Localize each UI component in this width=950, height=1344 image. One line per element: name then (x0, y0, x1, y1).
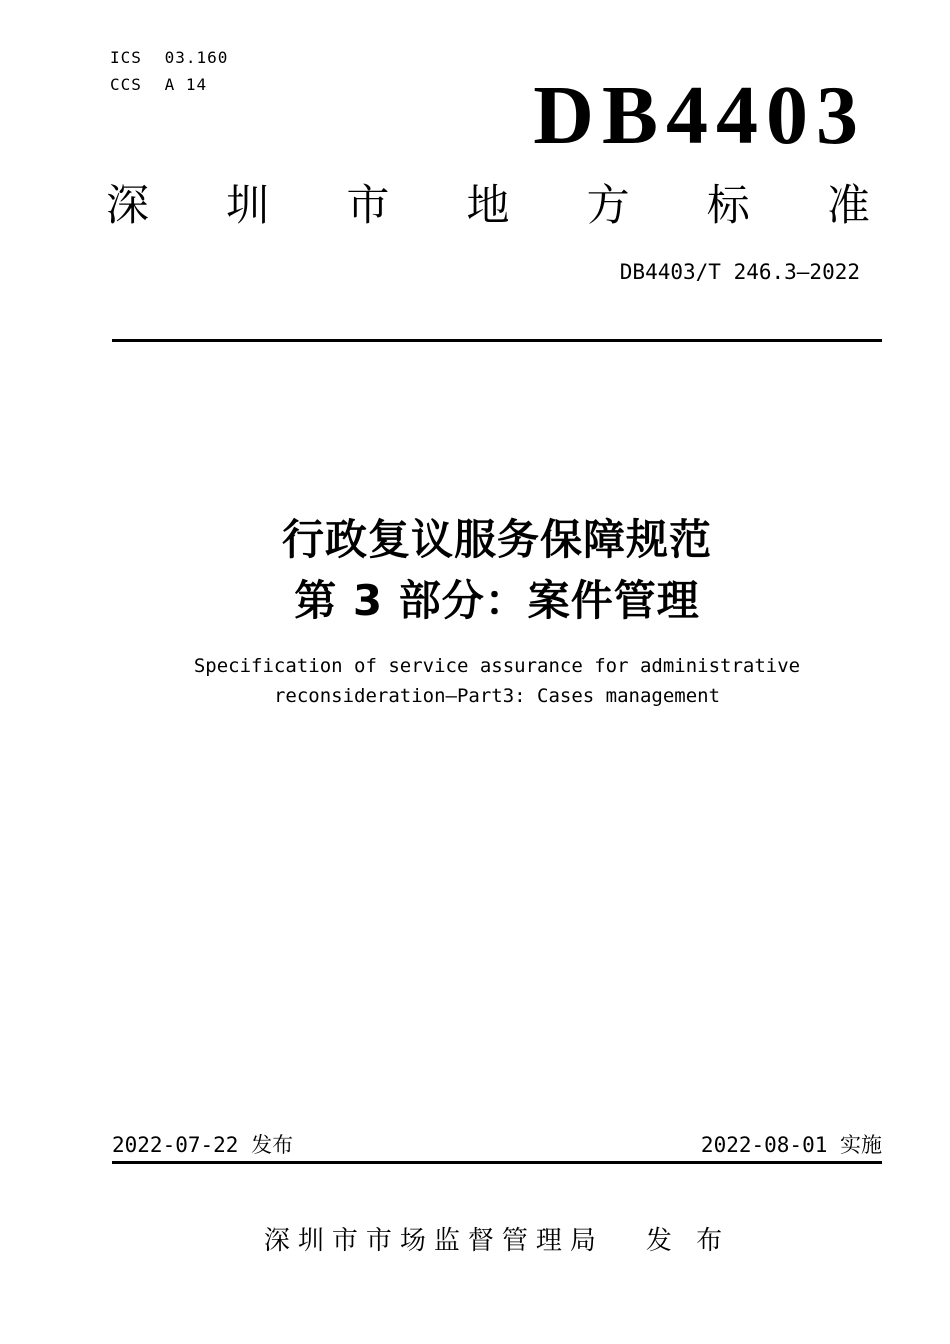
standard-type-char: 准 (826, 181, 870, 231)
issue-date: 2022-07-22 发布 (112, 1133, 294, 1157)
document-title-english (112, 651, 882, 711)
document-title (112, 509, 882, 631)
standard-type-char: 市 (346, 181, 390, 231)
standard-type-char: 方 (586, 181, 630, 231)
ics-value: 03.160 (164, 48, 229, 67)
footer-divider-line (112, 1161, 882, 1164)
title-en-line2: reconsideration—Part3: Cases management (273, 685, 721, 707)
publisher-row (112, 1224, 882, 1258)
db4403-logo: DB4403 (533, 69, 866, 162)
title-cn-line1: 行政复议服务保障规范 (281, 515, 712, 564)
classification-block (110, 44, 228, 98)
title-en-line1: Specification of service assurance for administrative (193, 655, 801, 677)
standard-type-char: 标 (706, 181, 750, 231)
ccs-line (110, 71, 228, 98)
standard-type-title (106, 183, 870, 230)
publish-label: 发 布 (645, 1226, 731, 1256)
dates-row (112, 1131, 882, 1159)
standard-type-char: 地 (466, 181, 510, 231)
ics-line (110, 44, 228, 71)
ccs-value: A 14 (164, 75, 208, 94)
publisher-name: 深圳市市场监督管理局 (263, 1226, 604, 1256)
ics-label: ICS (110, 48, 142, 67)
ccs-label: CCS (110, 75, 142, 94)
standard-type-char: 深 (106, 181, 149, 231)
title-cn-line2: 第 3 部分：案件管理 (294, 576, 700, 625)
implement-date: 2022-08-01 实施 (700, 1133, 882, 1157)
standard-type-char: 圳 (226, 181, 270, 231)
header-divider-line (112, 339, 882, 342)
standard-number: DB4403/T 246.3—2022 (619, 260, 860, 284)
